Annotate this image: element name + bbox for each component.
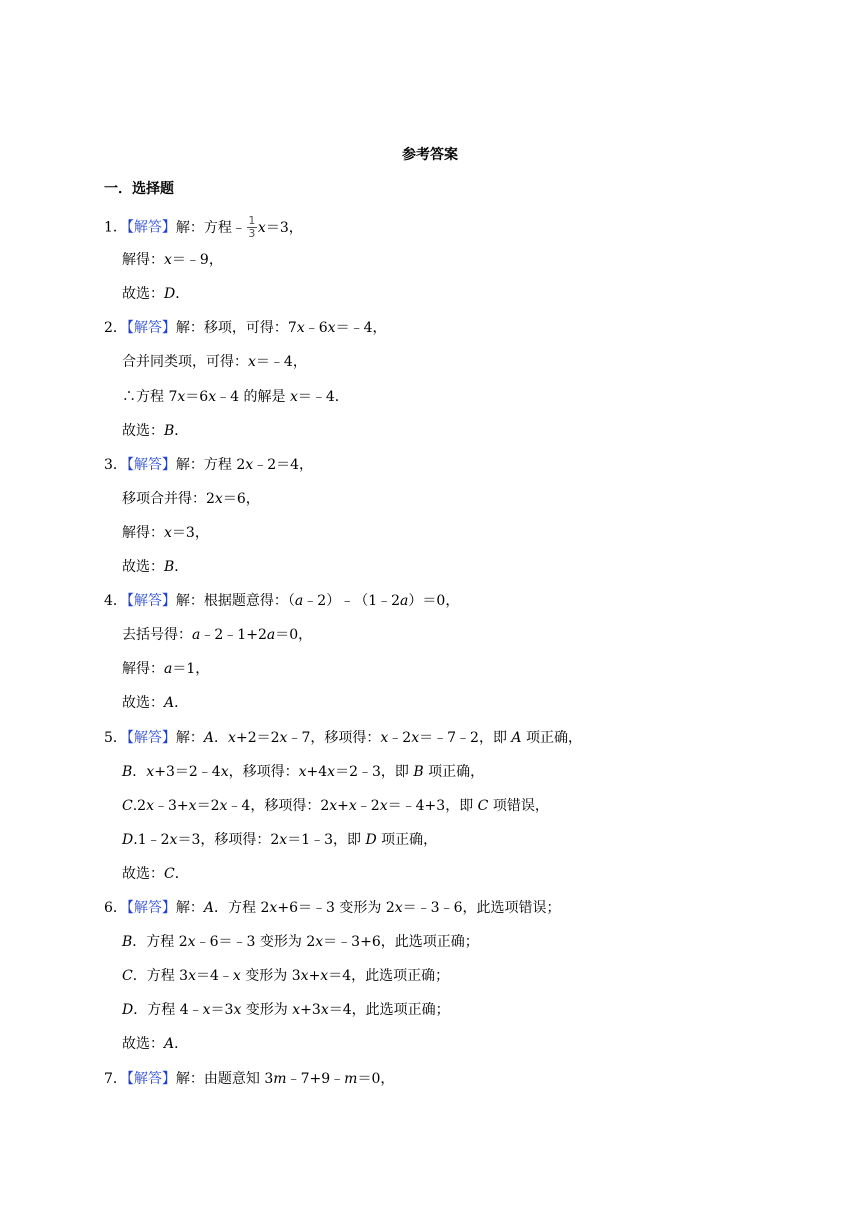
answer-tag: 【解答】	[126, 593, 176, 610]
line-text: 解：A．x+2＝2x﹣7，移项得：x﹣2x＝﹣7﹣2，即 A 项正确，	[175, 729, 582, 746]
question-line	[104, 318, 387, 338]
question-number: 6．	[104, 900, 127, 916]
answer-line	[122, 387, 349, 407]
question-line	[104, 216, 303, 239]
question-line	[104, 591, 459, 611]
line-text: 解：方程﹣ $\frac{1}{3}$ x＝3，	[175, 214, 303, 240]
line-text: C．方程 3x＝4﹣x 变形为 3x+x＝4，此选项正确；	[122, 968, 450, 985]
section-title: 一．选择题	[104, 181, 174, 197]
question-number: 3．	[104, 456, 127, 473]
page-title: 参考答案	[402, 147, 458, 163]
answer-line	[122, 625, 312, 645]
answer-line	[122, 421, 188, 441]
answer-tag: 【解答】	[126, 729, 176, 746]
line-text: ∴方程 7x＝6x﹣4 的解是 x＝﹣4．	[122, 388, 349, 405]
question-line	[104, 1069, 394, 1089]
answer-tag: 【解答】	[126, 219, 176, 236]
question-number: 2．	[104, 320, 127, 337]
answer-line	[122, 523, 209, 543]
answer-line	[122, 557, 188, 577]
answer-tag: 【解答】	[126, 1070, 176, 1087]
answer-line	[122, 1034, 188, 1054]
line-text: 移项合并得：2x＝6，	[122, 490, 260, 507]
line-text: 合并同类项，可得：x＝﹣4，	[122, 354, 307, 371]
line-text: 去括号得：a﹣2﹣1+2a＝0，	[122, 627, 313, 644]
answer-line	[122, 250, 223, 270]
fraction: $\frac{1}{3}$	[248, 214, 256, 240]
answer-line	[122, 830, 437, 850]
line-text: D．方程 4﹣x＝3x 变形为 x+3x＝4，此选项正确；	[122, 1002, 450, 1019]
question-number: 1．	[104, 219, 127, 236]
line-text: 故选：D．	[122, 286, 190, 303]
answer-line	[122, 1000, 450, 1020]
answer-line	[122, 864, 189, 884]
answer-line	[122, 932, 479, 952]
line-text: C.2x﹣3+x＝2x﹣4，移项得：2x+x﹣2x＝﹣4+3，即 C 项错误，	[122, 797, 549, 814]
question-number: 4．	[104, 593, 127, 610]
answer-line	[122, 762, 484, 782]
answer-line	[122, 659, 209, 679]
line-text: B．方程 2x﹣6＝﹣3 变形为 2x＝﹣3+6，此选项正确；	[122, 934, 479, 951]
line-text: 解得：x＝﹣9，	[122, 252, 223, 269]
question-number: 5．	[104, 729, 127, 746]
answer-tag: 【解答】	[126, 320, 176, 337]
question-line	[104, 728, 582, 748]
line-text: D.1﹣2x＝3，移项得：2x＝1﹣3，即 D 项正确，	[122, 831, 438, 848]
line-text: 故选：A．	[122, 695, 189, 712]
line-text: 解：由题意知 3m﹣7+9﹣m＝0，	[175, 1070, 395, 1087]
answer-tag: 【解答】	[126, 456, 176, 473]
question-line	[104, 455, 313, 475]
answer-line	[122, 489, 260, 509]
line-text: 解：方程 2x﹣2＝4，	[175, 456, 314, 473]
line-text: 解得：x＝3，	[122, 524, 209, 541]
answer-line	[122, 284, 189, 304]
answer-line	[122, 352, 307, 372]
answer-tag: 【解答】	[126, 900, 176, 916]
line-text: 故选：B．	[122, 422, 189, 439]
line-text: 解：A．方程 2x+6＝﹣3 变形为 2x＝﹣3﹣6，此选项错误；	[175, 900, 561, 916]
question-number: 7．	[104, 1070, 127, 1087]
line-text: B．x+3＝2﹣4x，移项得：x+4x＝2﹣3，即 B 项正确，	[122, 763, 485, 780]
line-text: 故选：B．	[122, 559, 189, 575]
line-text: 解：根据题意得：（a﹣2）﹣（1﹣2a）＝0，	[175, 593, 460, 610]
line-text: 故选：C．	[122, 865, 189, 882]
line-text: 解：移项，可得：7x﹣6x＝﹣4，	[175, 320, 387, 337]
line-text: 故选：A．	[122, 1036, 189, 1053]
line-text: 解得：a＝1，	[122, 661, 210, 678]
answer-line	[122, 796, 549, 816]
question-line	[104, 898, 560, 918]
answer-line	[122, 693, 188, 713]
answer-line	[122, 966, 449, 986]
